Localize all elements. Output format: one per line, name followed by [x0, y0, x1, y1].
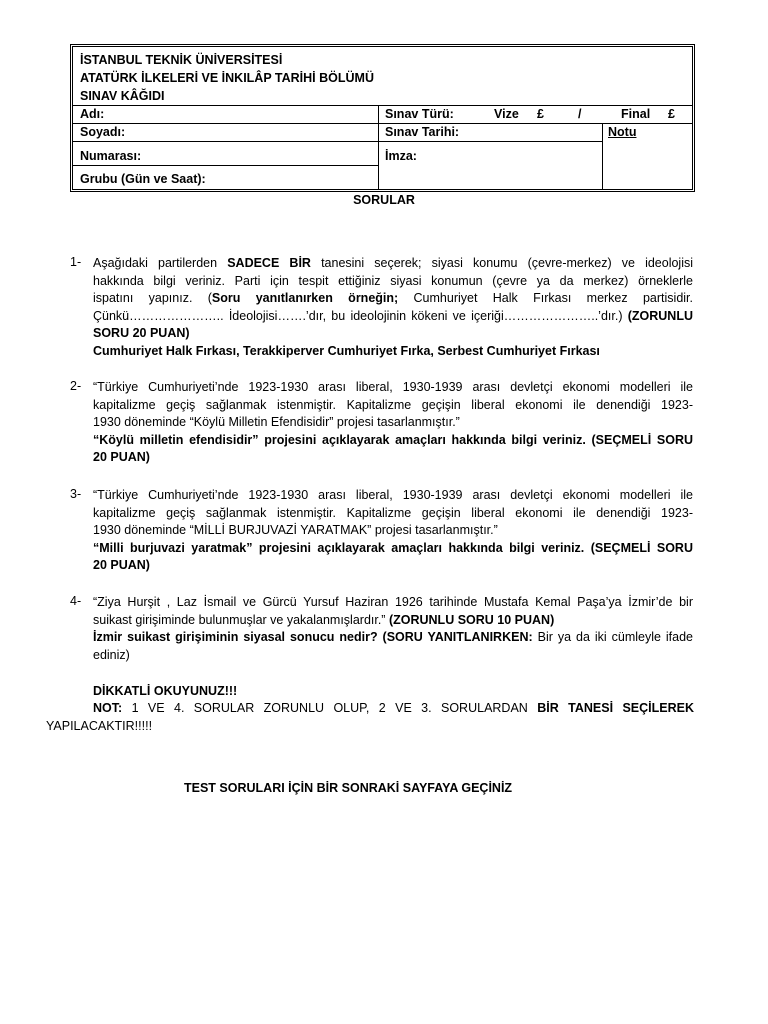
question-3-line-3: 1930 döneminde “MİLLİ BURJUVAZİ YARATMAK” projesi tasarlanmıştır.”	[93, 523, 498, 538]
question-1-party-list: Cumhuriyet Halk Fırkası, Terakkiperver Cumhuriyet Fırka, Serbest Cumhuriyet Fırkası	[93, 343, 600, 358]
field-exam-type-label: Sınav Türü:	[385, 107, 454, 121]
field-signature-label: İmza:	[385, 149, 417, 163]
warning-note-line-2: YAPILACAKTIR!!!!!	[46, 718, 153, 733]
form-divider-top	[73, 105, 692, 106]
warning-note-line-1: NOT: 1 VE 4. SORULAR ZORUNLU OLUP, 2 VE 3. SORULARDAN BİR TANESİ SEÇİLEREK	[93, 701, 694, 715]
form-divider-row2	[73, 141, 378, 142]
form-divider-row3	[73, 165, 378, 166]
field-exam-date-label: Sınav Tarihi:	[385, 125, 460, 139]
warning-note	[46, 700, 694, 735]
question-2	[93, 379, 693, 467]
question-1	[93, 255, 693, 361]
department-name: ATATÜRK İLKELERİ VE İNKILÂP TARİHİ BÖLÜMÜ	[80, 71, 374, 85]
form-divider-date	[378, 141, 602, 142]
question-4-line-1: “Ziya Hurşit , Laz İsmail ve Gürcü Yursuf Haziran 1926 tarihinde Mustafa Kemal Paşa’ya İzmir’de bir	[93, 595, 693, 609]
warning-title: DİKKATLİ OKUYUNUZ!!!	[93, 684, 238, 698]
question-4-number: 4-	[70, 594, 82, 608]
question-3-line-4: “Milli burjuvazi yaratmak” projesini açıklayarak amaçları hakkında bilgi veriniz. (SEÇMELİ SORU	[93, 540, 693, 555]
question-3-number: 3-	[70, 487, 82, 501]
question-1-number: 1-	[70, 255, 82, 269]
document-title: SINAV KÂĞIDI	[80, 89, 165, 103]
field-surname-label: Soyadı:	[80, 125, 126, 139]
question-2-line-1: “Türkiye Cumhuriyeti’nde 1923-1930 arası liberal, 1930-1939 arası devletçi ekonomi modelleri ile	[93, 380, 693, 394]
institution-name: İSTANBUL TEKNİK ÜNİVERSİTESİ	[80, 53, 283, 67]
question-2-line-2: kapitalizme geçiş sağlanmak istenmiştir. Kapitalizme geçişin liberal ekonomi ile denendiği 1923-	[93, 397, 693, 412]
question-3-line-1: “Türkiye Cumhuriyeti’nde 1923-1930 arası liberal, 1930-1939 arası devletçi ekonomi modelleri ile	[93, 488, 693, 502]
question-3-line-2: kapitalizme geçiş sağlanmak istenmiştir. Kapitalizme geçişin liberal ekonomi ile denendiği 1923-	[93, 505, 693, 520]
question-4	[93, 594, 693, 664]
field-grade-label: Notu	[608, 125, 637, 139]
question-4-line-4: ediniz)	[93, 647, 130, 662]
question-2-line-4: “Köylü milletin efendisidir” projesini açıklayarak amaçları hakkında bilgi veriniz. (SEÇMELİ SORU	[93, 432, 693, 447]
next-page-instruction: TEST SORULARI İÇİN BİR SONRAKİ SAYFAYA GEÇİNİZ	[184, 781, 513, 795]
question-4-line-3: İzmir suikast girişiminin siyasal sonucu nedir? (SORU YANITLANIRKEN: Bir ya da iki cümleyle ifade	[93, 630, 694, 645]
form-divider-grade	[602, 123, 603, 189]
form-divider-row1	[73, 123, 692, 124]
question-2-number: 2-	[70, 379, 82, 393]
question-1-line-2: hakkında bilgi veriniz. Parti için tespit ettiğiniz siyasi konumun (çevre ya da merkez) örneklerle	[93, 273, 693, 288]
field-number-label: Numarası:	[80, 149, 142, 163]
field-group-label: Grubu (Gün ve Saat):	[80, 172, 206, 186]
field-name-label: Adı:	[80, 107, 105, 121]
question-1-line-1: Aşağıdaki partilerden SADECE BİR tanesini seçerek; siyasi konumu (çevre-merkez) ve ideolojisi	[93, 256, 694, 270]
question-1-line-3: ispatını yapınız. (Soru yanıtlanırken örneğin; Cumhuriyet Halk Fırkası merkez partisidir.	[93, 291, 693, 306]
final-checkbox[interactable]: £	[668, 107, 675, 121]
question-4-line-2: suikast girişiminde bulunmuşlar ve yakalanmışlardır.” (ZORUNLU SORU 10 PUAN)	[93, 612, 555, 627]
section-title: SORULAR	[353, 193, 415, 207]
field-final-label: Final	[621, 107, 651, 121]
question-2-line-3: 1930 döneminde “Köylü Milletin Efendisidir” projesi tasarlanmıştır.”	[93, 415, 460, 430]
type-separator: /	[578, 107, 582, 121]
question-3	[93, 487, 693, 575]
vize-checkbox[interactable]: £	[537, 107, 544, 121]
question-1-line-4: Çünkü………………….. İdeolojisi…….’dır, bu ideolojinin kökeni ve içeriği…………………..’dır.) (ZORUNLU	[93, 308, 693, 323]
exam-header-form	[70, 44, 695, 192]
question-3-line-5: 20 PUAN)	[93, 558, 150, 573]
field-vize-label: Vize	[494, 107, 519, 121]
question-2-line-5: 20 PUAN)	[93, 450, 150, 465]
question-1-line-5: SORU 20 PUAN)	[93, 326, 190, 341]
form-divider-mid	[378, 105, 379, 189]
